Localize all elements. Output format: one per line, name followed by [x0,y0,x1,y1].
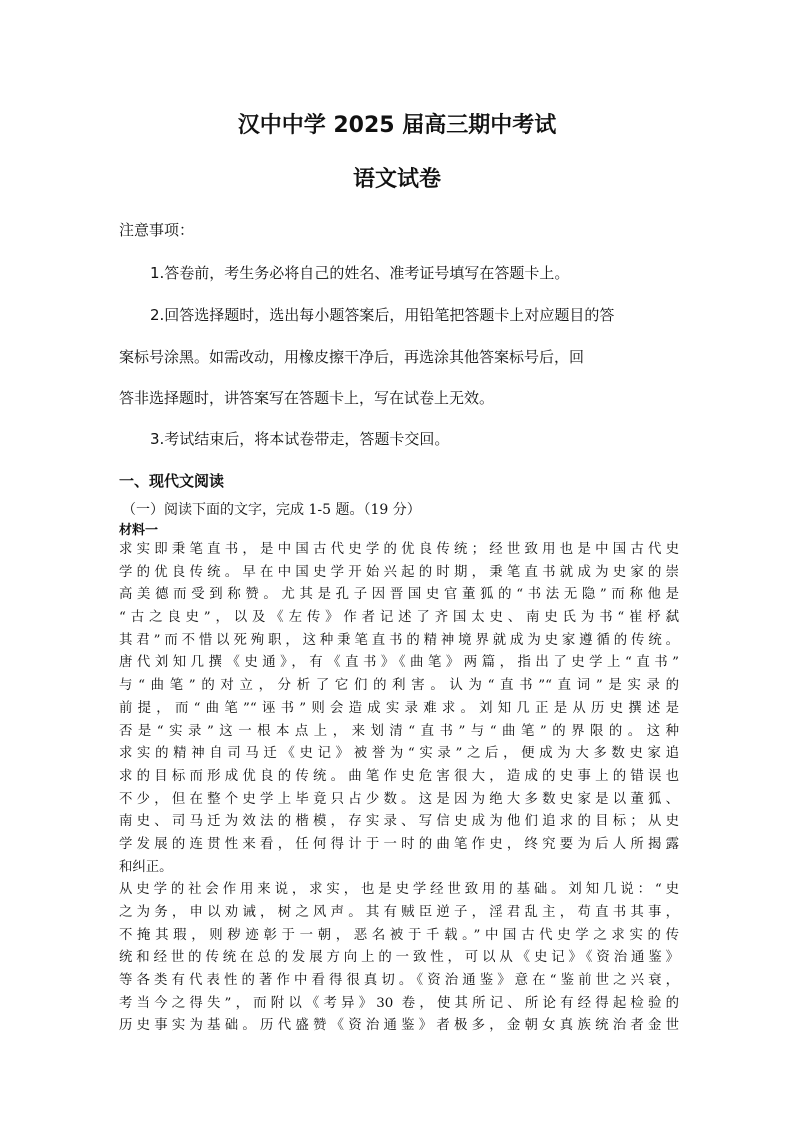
passage-line: 前提，而“曲笔”“诬书”则会造成实录难求。刘知几正是从历史撰述是 [119,700,679,716]
passage-line: 求实即秉笔直书，是中国古代史学的优良传统；经世致用也是中国古代史 [119,542,679,557]
passage-line: 历史事实为基础。历代盛赞《资治通鉴》者极多，金朝女真族统治者金世 [119,1018,679,1034]
passage-line: 从史学的社会作用来说，求实，也是史学经世致用的基础。刘知几说：“史 [119,882,679,898]
notice-item-1: 1.答卷前，考生务必将自己的姓名、准考证号填写在答题卡上。 [150,264,570,282]
passage-line: 与“曲笔”的对立，分析了它们的利害。认为“直书”“直词”是实录的 [119,678,679,694]
passage-line: 高美德而受到称赞。尤其是孔子因晋国史官董狐的“书法无隐”而称他是 [119,587,679,603]
passage-line: 南史、司马迁为效法的楷模，存实录、写信史成为他们追求的目标；从史 [119,814,679,830]
passage-line: 考当今之得失”，而附以《考异》30 卷，使其所记、所论有经得起检验的 [119,995,679,1011]
exam-title: 汉中中学 2025 届高三期中考试 [237,113,557,138]
passage-line: 求的目标而形成优良的传统。曲笔作史危害很大，造成的史事上的错误也 [119,768,679,784]
passage-line: 统和经世的传统在总的发展方向上的一致性，可以从《史记》《资治通鉴》 [119,950,679,966]
notice-item-2-line-2: 案标号涂黑。如需改动，用橡皮擦干净后，再选涂其他答案标号后，回 [119,348,585,366]
passage-line: 和纠正。 [119,859,173,875]
passage-line: 学的优良传统。早在中国史学开始兴起的时期，秉笔直书就成为史家的崇 [119,564,679,580]
passage-line: 否是“实录”这一根本点上，来划清“直书”与“曲笔”的界限的。这种 [119,723,679,739]
material-heading: 材料一 [119,523,159,538]
passage-line: 不少，但在整个史学上毕竟只占少数。这是因为绝大多数史家是以董狐、 [119,791,679,807]
passage-line: 之为务，申以劝诫，树之风声。其有贼臣逆子，淫君乱主，苟直书其事， [119,905,679,920]
passage-line: 唐代刘知几撰《史通》，有《直书》《曲笔》两篇，指出了史学上“直书” [119,655,679,671]
passage-line: “古之良史”，以及《左传》作者记述了齐国太史、南史氏为书“崔杼弑 [119,610,679,626]
notice-item-2-line-3: 答非选择题时，讲答案写在答题卡上，写在试卷上无效。 [119,389,495,407]
notice-item-2-line-1: 2.回答选择题时，选出每小题答案后，用铅笔把答题卡上对应题目的答 [150,306,615,324]
passage-line: 求实的精神自司马迁《史记》被誉为“实录”之后，便成为大多数史家追 [119,746,679,762]
passage-line: 其君”而不惜以死殉职，这种秉笔直书的精神境界就成为史家遵循的传统。 [119,632,679,648]
passage-line: 学发展的连贯性来看，任何得计于一时的曲笔作史，终究要为后人所揭露 [119,836,679,852]
section-heading: 一、现代文阅读 [119,472,225,490]
exam-subtitle: 语文试卷 [352,167,441,192]
notice-heading: 注意事项： [119,221,195,239]
reading-passage [119,539,679,1038]
passage-line: 不掩其瑕，则秽迹彰于一朝，恶名被于千载。”中国古代史学之求实的传 [119,927,679,943]
passage-line: 等各类有代表性的著作中看得很真切。《资治通鉴》意在“鉴前世之兴衰， [119,973,679,989]
section-subheading: （一）阅读下面的文字，完成 1-5 题。（19 分） [122,502,421,518]
notice-item-3: 3.考试结束后，将本试卷带走，答题卡交回。 [150,430,450,448]
